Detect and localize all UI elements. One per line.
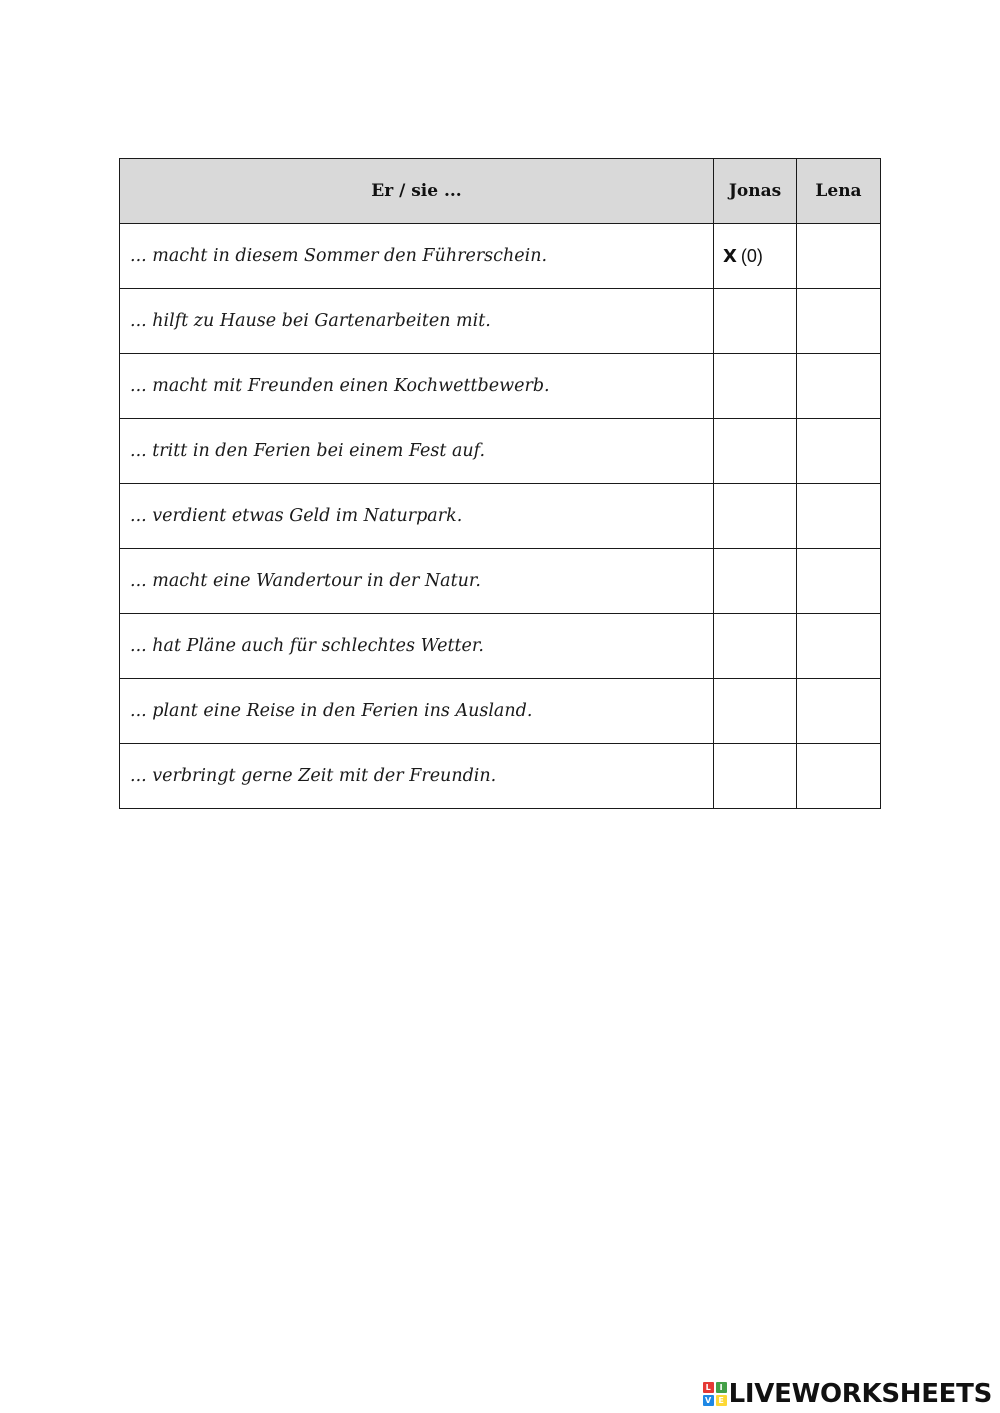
statement-cell: ... macht eine Wandertour in der Natur. (120, 549, 714, 614)
liveworksheets-logo-icon (703, 1382, 727, 1406)
table-row (120, 224, 881, 289)
statement-cell: ... verdient etwas Geld im Naturpark. (120, 484, 714, 549)
example-label: (0) (740, 245, 763, 266)
brand-name: LIVEWORKSHEETS (728, 1379, 992, 1409)
lena-answer-cell[interactable] (797, 744, 881, 809)
logo-letter: V (703, 1395, 714, 1406)
table-row (120, 354, 881, 419)
table-row (120, 484, 881, 549)
lena-answer-cell[interactable] (797, 679, 881, 744)
lena-answer-cell[interactable] (797, 549, 881, 614)
lena-answer-cell[interactable] (797, 484, 881, 549)
jonas-answer-cell[interactable] (714, 679, 797, 744)
jonas-answer-cell[interactable] (714, 419, 797, 484)
lena-answer-cell[interactable] (797, 289, 881, 354)
table-row (120, 549, 881, 614)
liveworksheets-brand (703, 1379, 992, 1409)
statement-cell: ... hat Pläne auch für schlechtes Wetter. (120, 614, 714, 679)
jonas-answer-cell[interactable] (714, 354, 797, 419)
jonas-answer-cell[interactable] (714, 224, 797, 289)
logo-letter: E (716, 1395, 727, 1406)
jonas-answer-cell[interactable] (714, 289, 797, 354)
table-row (120, 679, 881, 744)
lena-answer-cell[interactable] (797, 224, 881, 289)
jonas-answer-cell[interactable] (714, 744, 797, 809)
header-statement: Er / sie ... (120, 159, 714, 224)
jonas-answer-cell[interactable] (714, 614, 797, 679)
table-header-row (120, 159, 881, 224)
table-row (120, 419, 881, 484)
statement-cell: ... plant eine Reise in den Ferien ins Ausland. (120, 679, 714, 744)
lena-answer-cell[interactable] (797, 354, 881, 419)
statement-cell: ... tritt in den Ferien bei einem Fest auf. (120, 419, 714, 484)
lena-answer-cell[interactable] (797, 419, 881, 484)
header-lena: Lena (797, 159, 881, 224)
statement-cell: ... verbringt gerne Zeit mit der Freundin. (120, 744, 714, 809)
matching-table (119, 158, 881, 809)
logo-letter: I (716, 1382, 727, 1393)
table-row (120, 289, 881, 354)
table-row (120, 614, 881, 679)
statement-cell: ... hilft zu Hause bei Gartenarbeiten mit. (120, 289, 714, 354)
statement-cell: ... macht mit Freunden einen Kochwettbewerb. (120, 354, 714, 419)
statement-cell: ... macht in diesem Sommer den Führerschein. (120, 224, 714, 289)
lena-answer-cell[interactable] (797, 614, 881, 679)
jonas-answer-cell[interactable] (714, 549, 797, 614)
example-mark: X (723, 245, 737, 267)
table-row (120, 744, 881, 809)
header-jonas: Jonas (714, 159, 797, 224)
logo-letter: L (703, 1382, 714, 1393)
jonas-answer-cell[interactable] (714, 484, 797, 549)
